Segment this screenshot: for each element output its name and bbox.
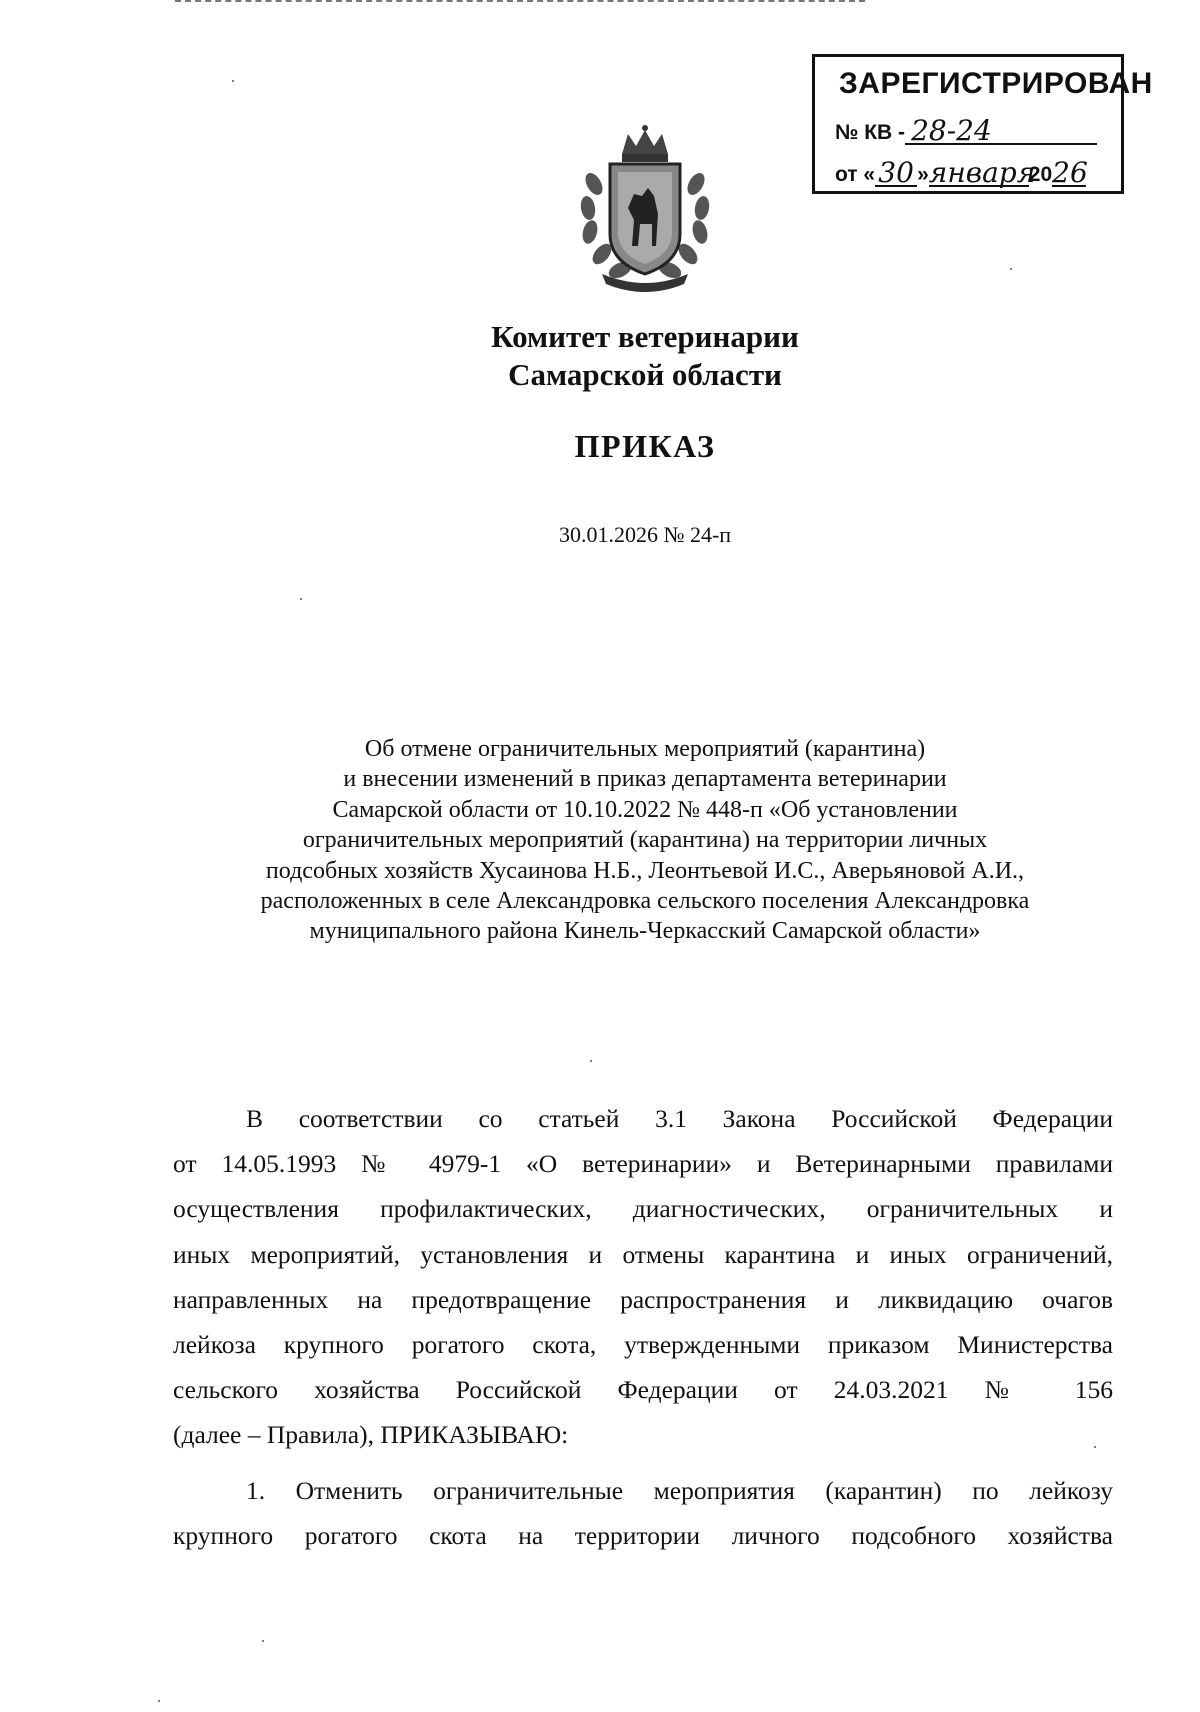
preamble-paragraph bbox=[173, 1096, 1113, 1458]
stamp-date-prefix: от « bbox=[835, 163, 876, 186]
scan-speck bbox=[300, 598, 302, 600]
stamp-day-handwritten: 30 bbox=[875, 161, 917, 187]
stamp-year-handwritten: 26 bbox=[1052, 156, 1088, 189]
preamble-line: от 14.05.1993 № 4979-1 «О ветеринарии» и Ветеринарными правилами bbox=[173, 1149, 1113, 1179]
stamp-number-row bbox=[835, 114, 1097, 147]
document-subject bbox=[150, 734, 1140, 947]
stamp-date-mid: » bbox=[917, 163, 929, 186]
preamble-line: направленных на предотвращение распространения и ликвидацию очагов bbox=[173, 1284, 1113, 1314]
scan-speck bbox=[158, 1700, 160, 1702]
scan-speck bbox=[590, 1060, 592, 1062]
samara-oblast-coat-of-arms-icon bbox=[572, 124, 718, 292]
scan-edge bbox=[175, 0, 865, 4]
registration-stamp bbox=[812, 54, 1153, 194]
item-line: крупного рогатого скота на территории личного подсобного хозяйства bbox=[173, 1521, 1113, 1551]
subject-line: ограничительных мероприятий (карантина) на территории личных bbox=[302, 827, 988, 854]
stamp-date-row bbox=[835, 156, 1088, 189]
org-name-line: Комитет ветеринарии bbox=[491, 319, 799, 354]
document-date-number: 30.01.2026 № 24-п bbox=[558, 522, 732, 547]
subject-line: и внесении изменений в приказ департамента ветеринарии bbox=[343, 766, 947, 793]
subject-line: Самарской области от 10.10.2022 № 448-п «Об установлении bbox=[332, 796, 958, 823]
document-type: ПРИКАЗ bbox=[574, 428, 716, 464]
preamble-line: иных мероприятий, установления и отмены карантина и иных ограничений, bbox=[173, 1239, 1113, 1269]
stamp-year-prefix: 20 bbox=[1028, 163, 1053, 186]
subject-line: подсобных хозяйств Хусаинова Н.Б., Леонтьевой И.С., Аверьяновой А.И., bbox=[265, 857, 1025, 884]
stamp-number-prefix: № КВ - bbox=[835, 121, 906, 144]
scan-speck bbox=[262, 1640, 264, 1642]
subject-line: муниципального района Кинель-Черкасский Самарской области» bbox=[309, 918, 981, 945]
scan-speck bbox=[1010, 268, 1012, 270]
preamble-line: (далее – Правила), ПРИКАЗЫВАЮ: bbox=[173, 1420, 569, 1450]
preamble-line: В соответствии со статьей 3.1 Закона Российской Федерации bbox=[246, 1104, 1113, 1133]
organization-name bbox=[0, 318, 1200, 394]
preamble-line: сельского хозяйства Российской Федерации от 24.03.2021 № 156 bbox=[173, 1375, 1113, 1405]
stamp-number-handwritten: 28-24 bbox=[905, 119, 1097, 145]
preamble-line: осуществления профилактических, диагностических, ограничительных и bbox=[173, 1194, 1113, 1224]
item-line: 1. Отменить ограничительные мероприятия (карантин) по лейкозу bbox=[246, 1476, 1113, 1505]
stamp-month-handwritten: января bbox=[928, 156, 1036, 189]
subject-line: расположенных в селе Александровка сельского поселения Александровка bbox=[260, 888, 1030, 915]
org-name-line: Самарской области bbox=[508, 357, 782, 392]
subject-line: Об отмене ограничительных мероприятий (карантина) bbox=[364, 736, 926, 762]
stamp-title: ЗАРЕГИСТРИРОВАН bbox=[839, 67, 1153, 100]
order-item-1 bbox=[173, 1468, 1113, 1558]
preamble-line: лейкоза крупного рогатого скота, утвержденными приказом Министерства bbox=[173, 1330, 1113, 1360]
scan-speck bbox=[232, 80, 234, 82]
